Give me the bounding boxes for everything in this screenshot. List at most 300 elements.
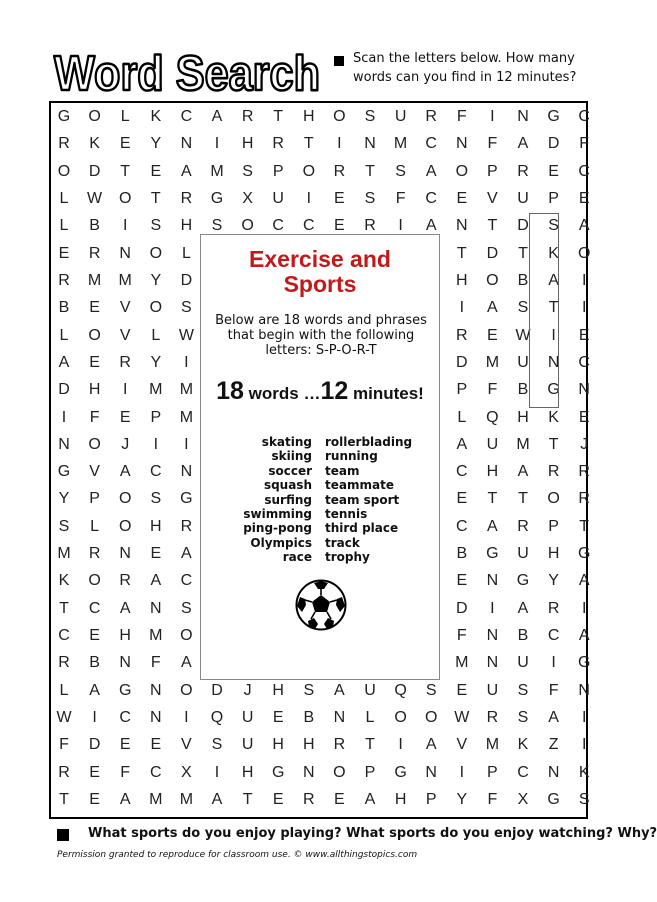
grid-letter: B: [303, 709, 315, 727]
grid-letter: S: [181, 599, 192, 617]
word-list-item: rollerblading: [325, 435, 413, 449]
grid-letter: R: [456, 326, 468, 344]
grid-letter: E: [334, 217, 345, 235]
word-list-row: [201, 478, 439, 492]
grid-letter: H: [119, 627, 131, 645]
soccer-ball-icon: [295, 579, 347, 631]
grid-letter: A: [150, 572, 162, 590]
grid-letter: B: [89, 654, 100, 672]
grid-letter: B: [517, 627, 529, 645]
grid-letter: H: [303, 736, 315, 754]
grid-letter: N: [150, 599, 162, 617]
grid-letter: L: [120, 108, 130, 125]
grid-letter: V: [119, 299, 131, 317]
grid-letter: E: [58, 244, 70, 262]
grid-letter: T: [365, 736, 375, 754]
grid-letter: E: [456, 490, 468, 508]
grid-letter: U: [486, 681, 499, 699]
grid-letter: X: [517, 791, 529, 808]
grid-letter: V: [119, 326, 131, 344]
grid-letter: W: [515, 326, 531, 344]
grid-letter: A: [119, 463, 131, 481]
word-list-row: [201, 493, 439, 507]
grid-letter: L: [365, 709, 375, 727]
grid-letter: A: [548, 271, 559, 289]
grid-letter: G: [118, 681, 132, 699]
grid-letter: U: [364, 681, 376, 699]
grid-letter: E: [119, 135, 131, 153]
panel-description-line3: letters: S-P-O-R-T: [265, 343, 377, 358]
grid-letter: M: [149, 627, 163, 645]
grid-letter: R: [119, 572, 131, 590]
grid-letter: U: [517, 189, 529, 207]
grid-letter: B: [456, 545, 468, 563]
grid-letter: A: [517, 599, 529, 617]
grid-letter: I: [581, 271, 587, 289]
grid-letter: L: [457, 408, 467, 426]
grid-letter: R: [88, 244, 101, 262]
grid-letter: K: [578, 763, 590, 781]
grid-letter: N: [333, 709, 346, 727]
grid-letter: A: [517, 135, 529, 153]
grid-letter: M: [57, 545, 71, 563]
discussion-question: What sports do you enjoy playing? What sports do you enjoy watching? Why?: [88, 826, 657, 841]
grid-letter: Y: [150, 271, 162, 289]
grid-letter: P: [150, 408, 162, 426]
grid-letter: F: [89, 408, 100, 426]
grid-letter: P: [364, 763, 376, 781]
grid-letter: A: [89, 681, 100, 699]
word-list-row: [201, 435, 439, 449]
grid-letter: L: [59, 681, 69, 699]
grid-letter: C: [180, 108, 193, 125]
grid-letter: K: [548, 244, 559, 262]
word-list-item: team: [325, 463, 360, 478]
grid-letter: D: [180, 271, 193, 289]
word-list-item: teammate: [325, 478, 394, 493]
panel-title-line1: Exercise and: [249, 246, 391, 272]
grid-letter: C: [150, 463, 162, 481]
grid-letter: I: [551, 326, 556, 344]
grid-letter: F: [548, 681, 559, 699]
grid-letter: O: [118, 517, 132, 535]
grid-letter: H: [517, 408, 529, 426]
grid-letter: R: [58, 135, 70, 153]
grid-letter: N: [517, 108, 529, 125]
grid-letter: C: [88, 599, 101, 617]
grid-letter: R: [486, 709, 499, 727]
grid-letter: O: [118, 189, 132, 207]
grid-letter: S: [425, 681, 437, 699]
grid-letter: C: [425, 135, 437, 153]
grid-letter: O: [180, 627, 193, 645]
grid-letter: P: [548, 517, 559, 535]
found-word-highlight: [529, 213, 559, 408]
grid-letter: N: [364, 135, 376, 153]
grid-letter: O: [88, 108, 101, 125]
grid-letter: C: [150, 763, 162, 781]
grid-letter: V: [456, 736, 468, 754]
grid-letter: I: [459, 763, 465, 781]
grid-letter: U: [241, 736, 254, 754]
grid-letter: G: [271, 763, 285, 781]
grid-letter: N: [456, 217, 468, 235]
grid-letter: X: [181, 763, 192, 781]
grid-letter: G: [180, 490, 193, 508]
grid-letter: H: [272, 736, 284, 754]
grid-letter: F: [579, 135, 590, 153]
panel-description-line1: Below are 18 words and phrases: [215, 313, 427, 328]
grid-letter: R: [88, 545, 101, 563]
word-list-item: trophy: [325, 550, 370, 565]
grid-letter: T: [487, 217, 498, 235]
grid-letter: I: [490, 599, 495, 617]
grid-letter: C: [303, 217, 315, 235]
grid-letter: S: [303, 681, 315, 699]
grid-letter: V: [89, 463, 100, 481]
grid-letter: E: [119, 736, 131, 754]
svg-text:Word Search: Word Search: [54, 47, 320, 101]
grid-letter: E: [89, 299, 100, 317]
grid-letter: F: [395, 189, 406, 207]
grid-letter: W: [87, 189, 103, 207]
grid-letter: F: [487, 135, 498, 153]
grid-letter: W: [454, 709, 470, 727]
grid-letter: M: [455, 654, 469, 672]
grid-letter: E: [119, 408, 131, 426]
grid-letter: I: [581, 299, 587, 317]
grid-letter: I: [337, 135, 342, 153]
grid-letter: L: [59, 217, 69, 235]
grid-letter: S: [181, 299, 192, 317]
grid-letter: R: [547, 463, 560, 481]
grid-letter: A: [334, 681, 345, 699]
grid-letter: D: [88, 162, 101, 180]
grid-letter: M: [118, 271, 132, 289]
grid-letter: C: [272, 217, 284, 235]
grid-letter: T: [579, 517, 590, 535]
grid-letter: A: [517, 463, 529, 481]
grid-letter: G: [57, 108, 71, 125]
grid-letter: O: [394, 709, 407, 727]
grid-letter: N: [578, 681, 590, 699]
grid-letter: R: [58, 763, 70, 781]
grid-letter: O: [333, 763, 346, 781]
grid-letter: Q: [394, 681, 407, 699]
word-list-row: [201, 449, 439, 463]
grid-letter: U: [241, 709, 254, 727]
grid-letter: H: [272, 681, 284, 699]
word-list-item: ping-pong: [243, 521, 312, 536]
grid-letter: I: [459, 299, 465, 317]
grid-letter: R: [333, 162, 346, 180]
grid-letter: H: [486, 463, 499, 481]
grid-letter: I: [581, 599, 587, 617]
grid-letter: G: [577, 654, 591, 672]
grid-letter: O: [88, 435, 101, 453]
grid-letter: B: [89, 217, 100, 235]
grid-letter: T: [303, 135, 314, 153]
grid-letter: T: [273, 108, 284, 125]
grid-letter: I: [122, 381, 128, 399]
grid-letter: U: [394, 108, 407, 125]
grid-letter: S: [517, 299, 529, 317]
grid-letter: A: [211, 108, 223, 125]
grid-letter: L: [59, 326, 69, 344]
grid-letter: A: [578, 627, 590, 645]
grid-letter: I: [398, 736, 403, 754]
grid-letter: T: [518, 244, 528, 262]
permission-footer: Permission granted to reproduce for classroom use. © www.allthingstopics.com: [57, 850, 418, 860]
grid-letter: C: [456, 463, 468, 481]
grid-letter: O: [88, 572, 101, 590]
grid-letter: A: [487, 299, 498, 317]
grid-letter: K: [517, 736, 529, 754]
grid-letter: Y: [456, 791, 468, 808]
grid-letter: F: [120, 763, 131, 781]
word-count-words: words …: [243, 384, 321, 403]
grid-letter: U: [486, 435, 499, 453]
grid-letter: C: [119, 709, 131, 727]
grid-letter: I: [122, 217, 128, 235]
grid-letter: M: [516, 435, 530, 453]
grid-letter: U: [517, 545, 529, 563]
grid-letter: D: [486, 244, 499, 262]
grid-letter: P: [425, 791, 437, 808]
grid-letter: A: [487, 517, 498, 535]
grid-letter: N: [119, 654, 131, 672]
grid-letter: S: [395, 162, 406, 180]
grid-letter: I: [184, 353, 189, 371]
grid-letter: F: [456, 108, 467, 125]
grid-letter: E: [89, 627, 100, 645]
grid-letter: A: [425, 217, 437, 235]
grid-letter: R: [333, 736, 346, 754]
grid-letter: P: [548, 189, 559, 207]
grid-letter: E: [456, 189, 468, 207]
grid-letter: R: [425, 108, 437, 125]
grid-letter: D: [88, 736, 101, 754]
grid-letter: E: [334, 791, 345, 808]
grid-letter: M: [149, 381, 163, 399]
word-list-item: skiing: [271, 449, 312, 464]
grid-letter: G: [547, 381, 560, 399]
grid-letter: N: [486, 627, 499, 645]
grid-letter: Z: [548, 736, 559, 754]
grid-letter: Y: [58, 490, 70, 508]
grid-letter: O: [486, 271, 499, 289]
grid-letter: D: [456, 599, 468, 617]
grid-letter: M: [179, 791, 194, 808]
grid-letter: S: [242, 162, 253, 180]
grid-letter: H: [150, 517, 162, 535]
grid-letter: R: [58, 654, 70, 672]
grid-letter: T: [456, 244, 467, 262]
grid-letter: E: [150, 162, 162, 180]
grid-letter: A: [425, 162, 437, 180]
grid-letter: G: [547, 108, 560, 125]
instructions-text: Scan the letters below. How many words can you find in 12 minutes?: [353, 51, 577, 85]
topic-panel: [200, 234, 440, 680]
grid-letter: A: [119, 599, 131, 617]
grid-letter: N: [578, 381, 590, 399]
grid-letter: N: [303, 763, 315, 781]
grid-letter: C: [456, 517, 468, 535]
grid-letter: F: [487, 791, 498, 808]
grid-letter: C: [578, 353, 590, 371]
grid-letter: F: [487, 381, 498, 399]
grid-letter: B: [58, 299, 70, 317]
grid-letter: L: [90, 517, 100, 535]
grid-letter: R: [364, 217, 376, 235]
grid-letter: W: [56, 709, 72, 727]
grid-letter: H: [303, 108, 315, 125]
grid-letter: L: [151, 326, 161, 344]
minutes-number: 12: [320, 377, 349, 405]
grid-letter: Y: [150, 353, 162, 371]
grid-letter: R: [517, 517, 529, 535]
grid-letter: U: [272, 189, 284, 207]
grid-letter: I: [581, 736, 587, 754]
grid-letter: T: [59, 791, 69, 808]
word-list-item: tennis: [325, 507, 368, 521]
grid-letter: I: [306, 189, 312, 207]
grid-letter: O: [302, 162, 316, 180]
grid-letter: C: [517, 763, 529, 781]
grid-letter: C: [578, 162, 590, 180]
grid-letter: T: [59, 599, 69, 617]
grid-letter: E: [272, 791, 284, 808]
grid-letter: T: [518, 490, 528, 508]
grid-letter: R: [547, 599, 560, 617]
grid-letter: H: [547, 545, 560, 563]
grid-letter: E: [456, 572, 468, 590]
grid-letter: O: [57, 162, 71, 180]
grid-letter: S: [517, 709, 529, 727]
grid-letter: N: [456, 135, 468, 153]
grid-letter: C: [180, 572, 193, 590]
grid-letter: I: [490, 108, 495, 125]
grid-letter: E: [89, 763, 100, 781]
grid-letter: L: [59, 189, 69, 207]
grid-letter: P: [487, 763, 498, 781]
grid-letter: E: [89, 353, 100, 371]
grid-letter: A: [181, 654, 192, 672]
grid-letter: S: [211, 736, 223, 754]
word-list-item: swimming: [243, 507, 312, 521]
instruction-bullet: [334, 56, 344, 66]
grid-letter: E: [578, 408, 590, 426]
grid-letter: B: [517, 271, 529, 289]
grid-letter: O: [118, 490, 132, 508]
word-count-number: 18: [216, 377, 244, 405]
grid-letter: D: [58, 381, 70, 399]
word-list-item: soccer: [268, 463, 312, 478]
grid-letter: G: [547, 791, 560, 808]
grid-letter: M: [179, 408, 194, 426]
grid-letter: O: [149, 299, 163, 317]
grid-letter: N: [486, 572, 499, 590]
grid-letter: N: [180, 135, 193, 153]
word-list-row: [201, 521, 439, 535]
grid-letter: F: [150, 654, 161, 672]
grid-letter: N: [547, 353, 560, 371]
grid-letter: N: [425, 763, 437, 781]
grid-letter: O: [333, 108, 346, 125]
grid-letter: K: [89, 135, 100, 153]
grid-letter: E: [578, 189, 590, 207]
grid-letter: V: [181, 736, 192, 754]
grid-letter: N: [119, 244, 131, 262]
grid-letter: T: [487, 490, 498, 508]
grid-letter: D: [517, 217, 529, 235]
grid-letter: Y: [548, 572, 559, 590]
grid-letter: S: [150, 217, 162, 235]
grid-letter: P: [89, 490, 100, 508]
grid-letter: F: [456, 627, 467, 645]
grid-letter: E: [150, 545, 162, 563]
grid-letter: K: [548, 408, 559, 426]
grid-letter: U: [517, 654, 529, 672]
word-list-row: [201, 507, 439, 521]
grid-letter: I: [398, 217, 403, 235]
grid-letter: A: [578, 572, 590, 590]
word-list-item: Olympics: [250, 535, 312, 550]
grid-letter: R: [303, 791, 315, 808]
grid-letter: N: [180, 463, 193, 481]
word-search-title: [52, 42, 324, 101]
grid-letter: N: [119, 545, 131, 563]
grid-letter: A: [425, 736, 437, 754]
grid-letter: R: [578, 463, 590, 481]
grid-letter: H: [241, 135, 254, 153]
grid-letter: O: [88, 326, 101, 344]
grid-letter: T: [548, 299, 559, 317]
grid-letter: E: [578, 326, 590, 344]
grid-letter: I: [61, 408, 67, 426]
grid-letter: D: [211, 681, 223, 699]
grid-letter: J: [243, 681, 252, 699]
grid-letter: P: [487, 162, 498, 180]
grid-letter: R: [180, 517, 193, 535]
grid-letter: I: [153, 435, 159, 453]
grid-letter: M: [149, 791, 163, 808]
grid-letter: E: [334, 189, 345, 207]
grid-letter: A: [211, 791, 223, 808]
grid-letter: I: [214, 763, 220, 781]
grid-letter: Y: [150, 135, 162, 153]
grid-letter: Q: [486, 408, 499, 426]
grid-letter: F: [59, 736, 69, 754]
grid-letter: A: [578, 217, 590, 235]
word-list-item: team sport: [325, 492, 400, 507]
grid-letter: T: [548, 435, 559, 453]
grid-letter: C: [425, 189, 437, 207]
word-list-item: track: [325, 535, 360, 550]
grid-letter: I: [581, 709, 587, 727]
grid-letter: O: [547, 490, 560, 508]
grid-letter: L: [181, 244, 191, 262]
grid-letter: A: [181, 162, 192, 180]
grid-letter: C: [547, 627, 560, 645]
word-count-line: [201, 377, 439, 406]
grid-letter: E: [89, 791, 100, 808]
grid-letter: G: [577, 545, 591, 563]
word-list-item: running: [325, 449, 378, 464]
grid-letter: H: [241, 763, 254, 781]
grid-letter: A: [119, 791, 131, 808]
word-list-item: surfing: [264, 492, 312, 507]
